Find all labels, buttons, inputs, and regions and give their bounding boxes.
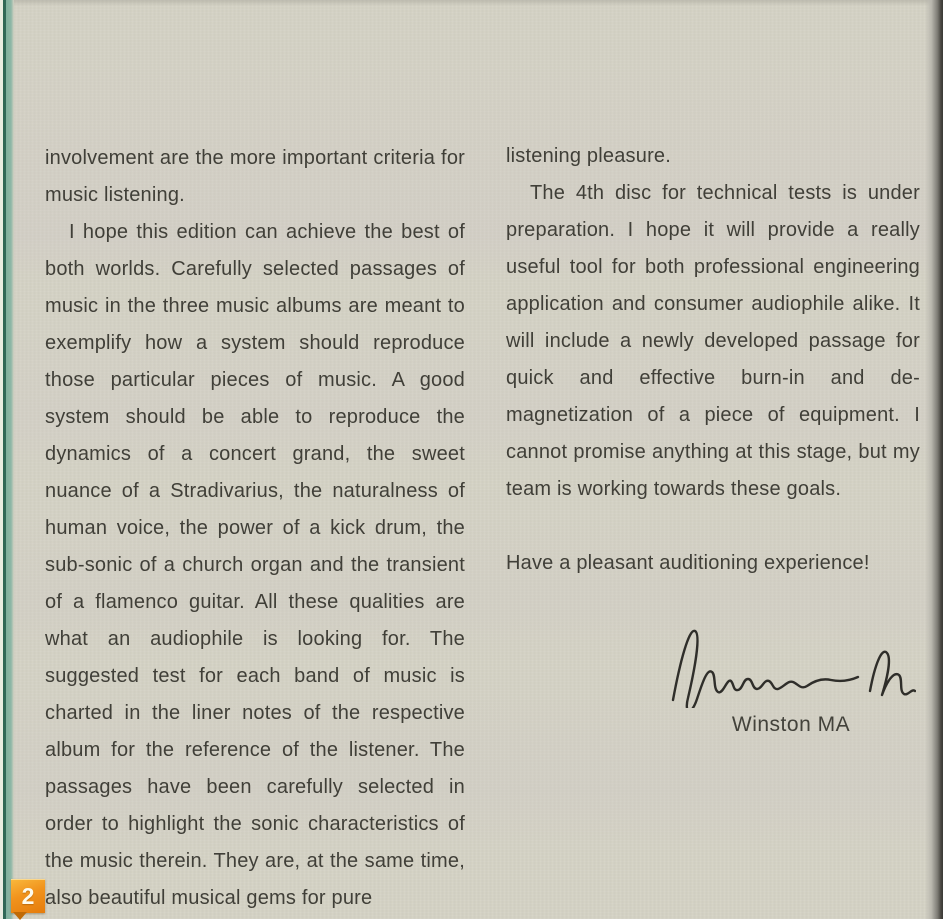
page-edge-left-teal xyxy=(0,0,14,919)
signature-image xyxy=(666,620,916,708)
paragraph-continuation: involvement are the more important criteria for music listening. xyxy=(45,147,465,206)
paragraph-body: I hope this edition can achieve the best of both worlds. Carefully selected passages of music in the three music albums are meant to exemplify how a system should reproduce those particular pieces of music. A good system should be able to reproduce the dynamics of a concert grand, the sweet nuance of a Stradivarius, the naturalness of human voice, the power of a kick drum, the sub-sonic of a church organ and the transient of a flamenco guitar. All these qualities are what an audiophile is looking for. The suggested test for each band of music is charted in the liner notes of the respective album for the reference of the listener. The passages have been carefully selected in order to highlight the sonic characteristics of the music therein. They are, at the same time, also beautiful musical gems for pure xyxy=(45,221,465,909)
page-number-badge xyxy=(11,879,45,913)
right-text-column xyxy=(506,138,920,743)
page-edge-right-shadow xyxy=(925,0,943,919)
signature-printed-name: Winston MA xyxy=(731,713,851,736)
paragraph-continuation: listening pleasure. xyxy=(506,145,672,167)
left-text-column xyxy=(45,140,465,917)
page-number: 2 xyxy=(21,882,35,909)
paragraph-body: The 4th disc for technical tests is under preparation. I hope it will provide a really useful tool for both professional engineering application and consumer audiophile alike. It will include a newly developed passage for quick and effective burn-in and de-magnetization of a piece of equipment. I cannot promise anything at this stage, but my team is working towards these goals. xyxy=(506,182,920,500)
page-edge-top-shadow xyxy=(0,0,943,6)
signature-block xyxy=(506,620,920,743)
closing-line: Have a pleasant auditioning experience! xyxy=(506,552,870,574)
signature-inner xyxy=(666,620,916,743)
